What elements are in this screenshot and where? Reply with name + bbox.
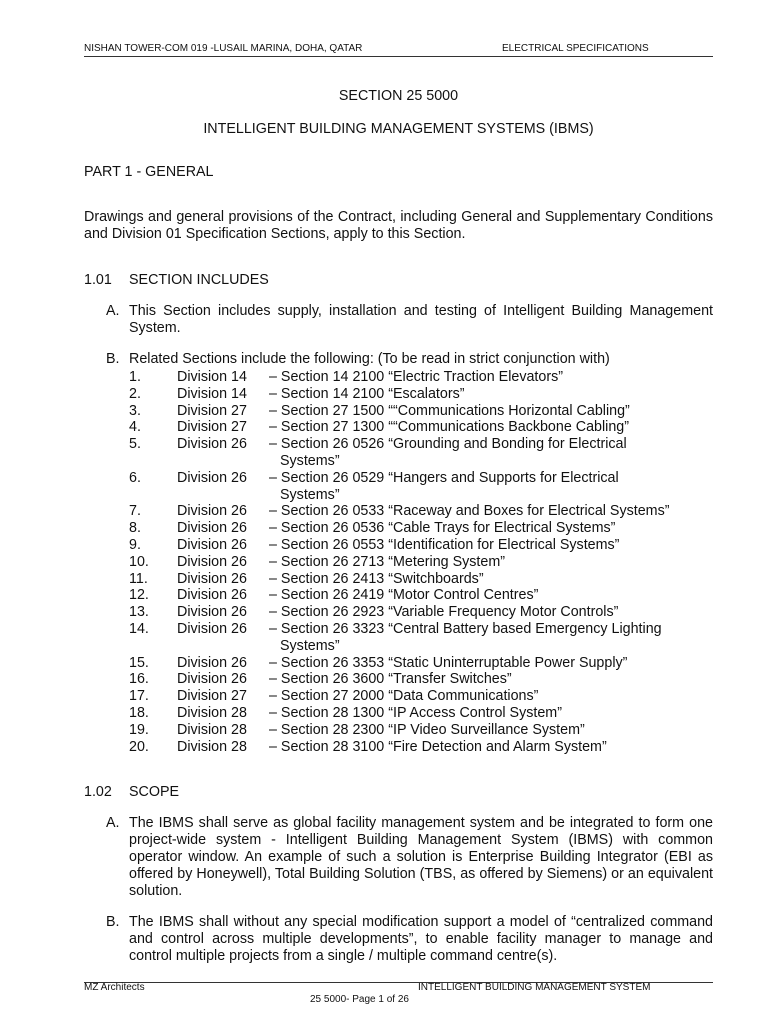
item-division: Division 26	[177, 469, 247, 486]
item-division: Division 27	[177, 688, 247, 705]
related-section-item	[129, 604, 719, 621]
item-division: Division 26	[177, 570, 247, 587]
item-section: – Section 26 3353 “Static Uninterruptable Power Supply”	[269, 654, 628, 671]
section-number: SECTION 25 5000	[338, 88, 459, 104]
item-number: 19.	[129, 721, 149, 738]
footer-system: INTELLIGENT BUILDING MANAGEMENT SYSTEM	[418, 982, 651, 993]
item-number: 20.	[129, 738, 149, 755]
item-number: 5.	[129, 436, 141, 453]
item-section: – Section 26 2713 “Metering System”	[269, 553, 506, 570]
item-division: Division 26	[177, 503, 247, 520]
s102-b-text: The IBMS shall without any special modification support a model of “centralized command and control across multiple developments”, to enable facility manager to manage and control multiple projects from a single / multiple command centre(s).	[129, 914, 713, 964]
related-section-item	[129, 705, 719, 722]
item-division: Division 26	[177, 654, 247, 671]
related-section-item	[129, 403, 719, 420]
item-section: – Section 14 2100 “Escalators”	[269, 385, 465, 402]
related-section-item	[129, 739, 719, 756]
item-section: – Section 26 0529 “Hangers and Supports for Electrical	[269, 469, 619, 486]
item-division: Division 28	[177, 705, 247, 721]
item-section: – Section 27 1500 ““Communications Horizontal Cabling”	[269, 402, 630, 419]
item-number: 7.	[129, 503, 141, 520]
item-section: – Section 26 0553 “Identification for Electrical Systems”	[269, 537, 620, 553]
item-number: 14.	[129, 621, 149, 637]
related-section-item	[129, 621, 719, 654]
item-section: – Section 26 3323 “Central Battery based Emergency Lighting	[269, 621, 662, 637]
item-number: 15.	[129, 654, 149, 671]
item-number: 18.	[129, 705, 149, 721]
item-division: Division 26	[177, 587, 247, 604]
related-section-item	[129, 688, 719, 705]
footer-page-number: 25 5000- Page 1 of 26	[310, 994, 409, 1005]
item-number: 11.	[129, 570, 148, 587]
item-section: – Section 26 0533 “Raceway and Boxes for Electrical Systems”	[269, 503, 670, 520]
item-division: Division 27	[177, 402, 247, 419]
item-section-continued: Systems”	[280, 453, 340, 470]
item-division: Division 14	[177, 385, 247, 402]
item-number: 6.	[129, 469, 141, 486]
item-number: 4.	[129, 419, 141, 436]
item-division: Division 26	[177, 621, 247, 637]
header-project: NISHAN TOWER-COM 019 -LUSAIL MARINA, DOHA, QATAR	[84, 43, 363, 54]
page-header	[84, 43, 713, 57]
item-section: – Section 26 0526 “Grounding and Bonding for Electrical	[269, 436, 627, 453]
item-division: Division 28	[177, 738, 247, 755]
item-number: 10.	[129, 553, 149, 570]
footer-firm: MZ Architects	[84, 982, 145, 993]
related-section-item	[129, 671, 719, 688]
item-section: – Section 27 2000 “Data Communications”	[269, 688, 539, 705]
s101-number: 1.01	[84, 272, 112, 288]
s102-a-label: A.	[106, 815, 120, 831]
s102-number: 1.02	[84, 784, 112, 800]
item-division: Division 26	[177, 553, 247, 570]
item-number: 8.	[129, 520, 141, 537]
item-number: 13.	[129, 604, 149, 621]
item-number: 9.	[129, 537, 141, 553]
part-title: PART 1 - GENERAL	[84, 164, 214, 180]
item-number: 17.	[129, 688, 149, 705]
item-division: Division 27	[177, 419, 247, 436]
related-section-item	[129, 520, 719, 537]
item-section: – Section 28 1300 “IP Access Control System”	[269, 705, 562, 721]
s102-b-label: B.	[106, 914, 120, 930]
header-category: ELECTRICAL SPECIFICATIONS	[502, 43, 649, 54]
item-division: Division 26	[177, 537, 247, 553]
item-number: 1.	[129, 369, 141, 385]
item-section: – Section 26 2419 “Motor Control Centres”	[269, 587, 539, 604]
item-section-continued: Systems”	[280, 638, 340, 654]
item-number: 12.	[129, 587, 149, 604]
related-section-item	[129, 436, 719, 470]
item-number: 16.	[129, 671, 149, 688]
related-section-item	[129, 655, 719, 672]
related-section-item	[129, 571, 719, 588]
item-section: – Section 14 2100 “Electric Traction Elevators”	[269, 369, 564, 385]
item-division: Division 26	[177, 671, 247, 688]
related-section-item	[129, 419, 719, 436]
item-division: Division 28	[177, 721, 247, 738]
related-section-item	[129, 722, 719, 739]
item-division: Division 14	[177, 369, 247, 385]
intro-paragraph: Drawings and general provisions of the Contract, including General and Supplementary Conditions and Division 01 Specification Sections, apply to this Section.	[84, 209, 713, 242]
item-division: Division 26	[177, 436, 247, 453]
related-section-item	[129, 369, 719, 386]
related-section-item	[129, 587, 719, 604]
s101-a-text: This Section includes supply, installation and testing of Intelligent Building Management System.	[129, 303, 713, 336]
related-section-item	[129, 537, 719, 554]
section-title: INTELLIGENT BUILDING MANAGEMENT SYSTEMS (IBMS)	[203, 121, 594, 137]
s102-a-text: The IBMS shall serve as global facility management system and be integrated to form one project-wide system - Intelligent Building Management System (IBMS) with common operator window. An example of such a solution is Enterprise Building Integrator (EBI as offered by Honeywell), Total Building Solution (TBS, as offered by Siemens) or an equivalent solution.	[129, 815, 713, 899]
item-section: – Section 28 3100 “Fire Detection and Alarm System”	[269, 738, 607, 755]
item-division: Division 26	[177, 604, 247, 621]
s101-title: SECTION INCLUDES	[129, 272, 269, 288]
item-number: 2.	[129, 385, 141, 402]
item-section: – Section 26 3600 “Transfer Switches”	[269, 671, 512, 688]
related-section-item	[129, 503, 719, 520]
item-section: – Section 26 2413 “Switchboards”	[269, 570, 484, 587]
item-division: Division 26	[177, 520, 247, 537]
s102-title: SCOPE	[129, 784, 180, 800]
item-section: – Section 28 2300 “IP Video Surveillance System”	[269, 721, 585, 738]
item-section: – Section 27 1300 ““Communications Backbone Cabling”	[269, 419, 630, 436]
item-section: – Section 26 0536 “Cable Trays for Electrical Systems”	[269, 520, 616, 537]
related-section-item	[129, 554, 719, 571]
related-section-item	[129, 386, 719, 403]
s101-b-label: B.	[106, 351, 120, 367]
s101-b-text: Related Sections include the following: (To be read in strict conjunction with)	[129, 351, 610, 367]
item-section-continued: Systems”	[280, 486, 340, 503]
item-section: – Section 26 2923 “Variable Frequency Motor Controls”	[269, 604, 619, 621]
item-number: 3.	[129, 402, 141, 419]
s101-a-label: A.	[106, 303, 120, 319]
related-section-item	[129, 469, 719, 503]
